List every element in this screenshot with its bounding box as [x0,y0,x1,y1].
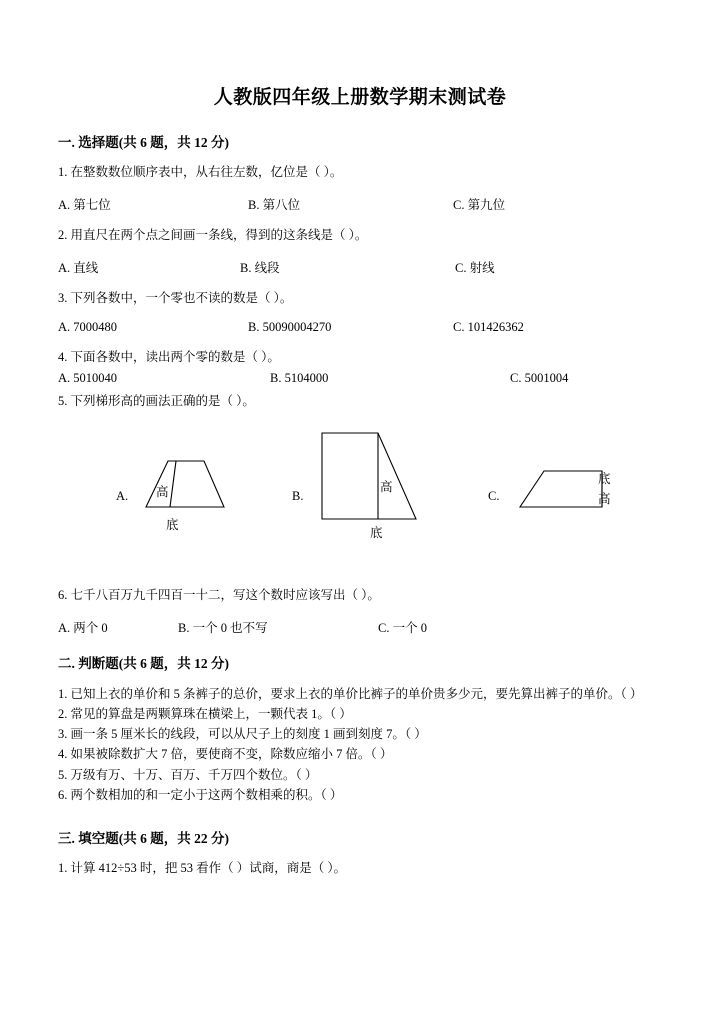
tf-item-4: 4. 如果被除数扩大 7 倍，要使商不变，除数应缩小 7 倍。（ ） [58,747,393,762]
option-b[interactable]: B. 一个 0 也不写 [178,620,268,635]
option-c[interactable]: C. 5001004 [510,371,569,385]
trapezoid-figures [58,427,662,552]
figure-a-base-label: 底 [166,517,179,532]
figure-b-base-label: 底 [370,525,383,540]
question-1-1-options [58,195,662,213]
question-1-1: 1. 在整数数位顺序表中，从右往左数，亿位是（ ）。 [58,165,343,179]
figure-c-base-label: 底 [598,471,611,486]
question-1-2-options [58,258,662,276]
figure-c-label: C. [488,488,500,503]
section-heading-choice: 一. 选择题(共 6 题，共 12 分) [58,135,229,150]
page-title: 人教版四年级上册数学期末测试卷 [213,87,507,108]
option-b[interactable]: B. 第八位 [248,197,301,212]
question-1-2: 2. 用直尺在两个点之间画一条线，得到的这条线是（ ）。 [58,227,368,242]
tf-item-2: 2. 常见的算盘是两颗算珠在横梁上，一颗代表 1。（ ） [58,706,352,721]
section-heading-fill: 三. 填空题(共 6 题，共 22 分) [58,831,229,846]
fill-item-1: 1. 计算 412÷53 时，把 53 看作（ ）试商，商是（ ）。 [58,861,347,875]
question-1-4-options [58,371,662,386]
option-a[interactable]: A. 两个 0 [58,620,108,635]
question-1-6-options [58,618,662,636]
question-1-4: 4. 下面各数中，读出两个零的数是（ ）。 [58,350,280,365]
option-a[interactable]: A. 直线 [58,260,99,275]
tf-item-3: 3. 画一条 5 厘米长的线段，可以从尺子上的刻度 1 画到刻度 7。（ ） [58,727,427,741]
option-c[interactable]: C. 第九位 [453,197,506,212]
option-c[interactable]: C. 射线 [455,260,495,275]
tf-item-1: 1. 已知上衣的单价和 5 条裤子的总价，要求上衣的单价比裤子的单价贵多少元，要先算出裤子的单价。（ ） [58,686,643,701]
option-b[interactable]: B. 线段 [240,260,280,275]
question-1-3: 3. 下列各数中，一个零也不读的数是（ ）。 [58,290,293,305]
figure-c-height-label: 高 [598,491,611,506]
question-1-5: 5. 下列梯形高的画法正确的是（ ）。 [58,394,255,408]
tf-item-6: 6. 两个数相加的和一定小于这两个数相乘的积。（ ） [58,787,343,802]
option-a[interactable]: A. 7000480 [58,320,118,335]
figure-a-height-label: 高 [156,484,169,499]
figure-a-shape [140,455,230,517]
figure-a-label: A. [116,488,129,503]
option-b[interactable]: B. 50090004270 [248,320,332,335]
figure-b-height-label: 高 [380,479,393,494]
figure-b-label: B. [292,488,304,503]
option-c[interactable]: C. 101426362 [453,320,524,335]
option-a[interactable]: A. 5010040 [58,371,118,385]
question-1-3-options [58,320,662,335]
option-b[interactable]: B. 5104000 [270,371,329,385]
section-heading-truefalse: 二. 判断题(共 6 题，共 12 分) [58,655,229,671]
option-c[interactable]: C. 一个 0 [378,620,427,635]
option-a[interactable]: A. 第七位 [58,197,111,212]
tf-item-5: 5. 万级有万、十万、百万、千万四个数位。（ ） [58,767,318,782]
figure-b-shape [316,427,426,527]
question-1-6: 6. 七千八百万九千四百一十二，写这个数时应该写出（ ）。 [58,587,380,602]
